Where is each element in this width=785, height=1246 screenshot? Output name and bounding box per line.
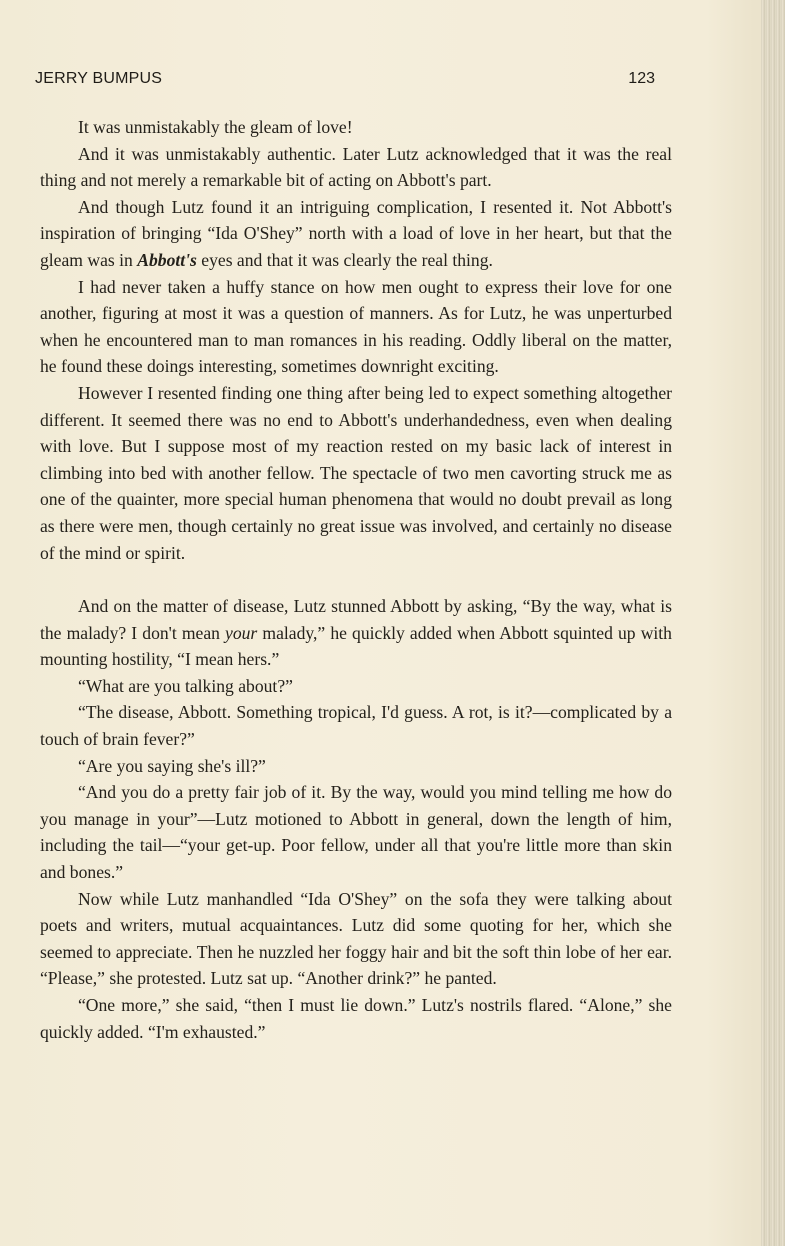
- paragraph: “And you do a pretty fair job of it. By the way, would you mind telling me how do you manage in your”—Lutz motioned to Abbott in general, down the length of him, including the tail—“your get-up. Poor fellow, under all that you're little more than skin and bones.”: [40, 782, 672, 883]
- paragraph-text: malady,” he quickly added when Abbott squinted up with mounting hostility, “I mean hers.”: [40, 622, 672, 670]
- paragraph-text: And on the matter of disease, Lutz stunned Abbott by asking, “By the way, what is the malady? I don't mean: [40, 596, 672, 643]
- paragraph: However I resented finding one thing after being led to expect something altogether different. It seemed there was no end to Abbott's underhandedness, even when dealing with love. But I suppose most of my reaction rested on my basic lack of interest in climbing into bed with another fellow. The spectacle of two men cavorting struck me as one of the quainter, more special human phenomena that would no doubt prevail as long as there were men, though certainly no great issue was involved, and certainly no disease of the mind or spirit.: [40, 382, 672, 563]
- paragraph: “What are you talking about?”: [78, 675, 293, 696]
- paragraph: I had never taken a huffy stance on how men ought to express their love for one another, figuring at most it was a question of manners. As for Lutz, he was unperturbed when he encountered man to man romances in his reading. Oddly liberal on the matter, he found these doings interesting, sometimes downright exciting.: [40, 276, 672, 377]
- emphasized-text: Abbott's: [137, 249, 197, 270]
- body-text: [40, 114, 672, 1045]
- paragraph: [40, 593, 672, 673]
- paragraph: And it was unmistakably authentic. Later Lutz acknowledged that it was the real thing and not merely a remarkable bit of acting on Abbott's part.: [40, 143, 672, 191]
- paragraph: “Are you saying she's ill?”: [78, 755, 266, 776]
- paragraph-text: eyes and that it was clearly the real thing.: [196, 249, 493, 270]
- paragraph: [40, 194, 672, 274]
- page-edge-shading: [761, 0, 785, 1246]
- paragraph-text: And though Lutz found it an intriguing complication, I resented it. Not Abbott's inspiration of bringing “Ida O'Shey” north with a load of love in her heart, but that the gleam was in: [40, 196, 672, 270]
- paragraph: “One more,” she said, “then I must lie down.” Lutz's nostrils flared. “Alone,” she quickly added. “I'm exhausted.”: [40, 995, 672, 1042]
- running-head: JERRY BUMPUS: [35, 70, 163, 87]
- emphasized-text: your: [225, 622, 258, 643]
- page-header: [35, 70, 655, 94]
- paragraph: It was unmistakably the gleam of love!: [78, 117, 353, 137]
- paragraph: “The disease, Abbott. Something tropical, I'd guess. A rot, is it?—complicated by a touch of brain fever?”: [40, 702, 672, 750]
- paragraph: Now while Lutz manhandled “Ida O'Shey” on the sofa they were talking about poets and writers, mutual acquaintances. Lutz did some quoting for her, which she seemed to appreciate. Then he nuzzled her foggy hair and bit the soft thin lobe of her ear. “Please,” she protested. Lutz sat up. “Another drink?” he panted.: [40, 888, 672, 989]
- page-number: 123: [628, 70, 655, 87]
